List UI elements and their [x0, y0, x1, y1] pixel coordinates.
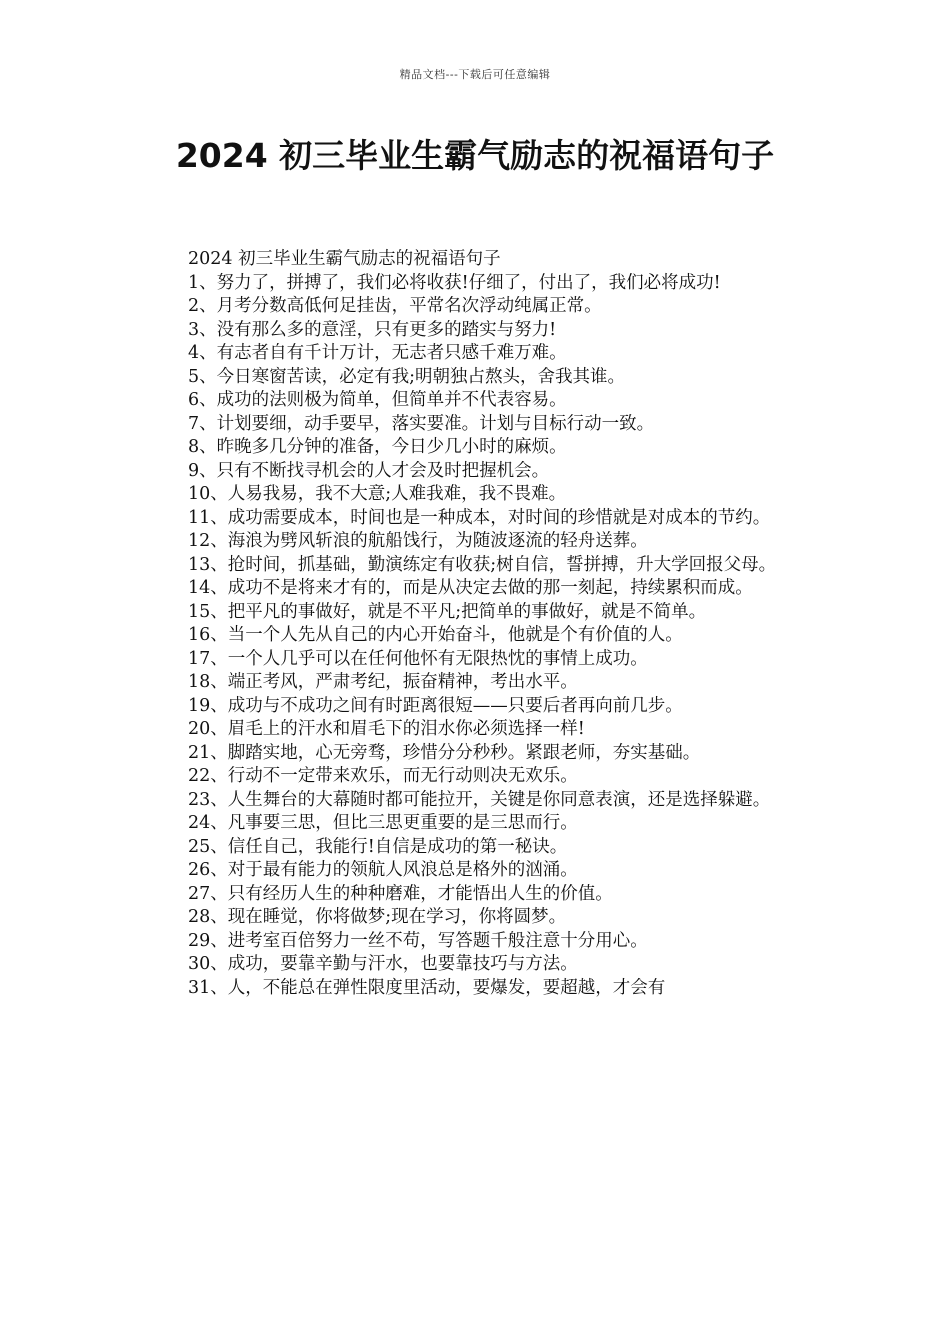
paragraph: 23、人生舞台的大幕随时都可能拉开，关键是你同意表演，还是选择躲避。: [188, 789, 771, 810]
paragraph: 11、成功需要成本，时间也是一种成本，对时间的珍惜就是对成本的节约。: [188, 507, 771, 528]
paragraph: 24、凡事要三思，但比三思更重要的是三思而行。: [188, 813, 578, 833]
paragraph: 14、成功不是将来才有的，而是从决定去做的那一刻起，持续累积而成。: [188, 578, 753, 598]
paragraph: 8、昨晚多几分钟的准备，今日少几小时的麻烦。: [188, 437, 567, 457]
paragraph: 2024 初三毕业生霸气励志的祝福语句子: [188, 249, 501, 269]
paragraph: 20、眉毛上的汗水和眉毛下的泪水你必须选择一样!: [188, 719, 585, 739]
paragraph: 31、人，不能总在弹性限度里活动，要爆发，要超越，才会有: [188, 977, 666, 998]
paragraph: 15、把平凡的事做好，就是不平凡;把简单的事做好，就是不简单。: [188, 601, 707, 622]
paragraph: 25、信任自己，我能行!自信是成功的第一秘诀。: [188, 836, 568, 857]
paragraph: 5、今日寒窗苦读，必定有我;明朝独占熬头，舍我其谁。: [188, 366, 626, 387]
paragraph: 21、脚踏实地，心无旁骛，珍惜分分秒秒。紧跟老师，夯实基础。: [188, 742, 701, 763]
paragraph: 22、行动不一定带来欢乐，而无行动则决无欢乐。: [188, 766, 578, 786]
paragraph: 4、有志者自有千计万计，无志者只感千难万难。: [188, 343, 567, 363]
paragraph: 26、对于最有能力的领航人风浪总是格外的汹涌。: [188, 860, 578, 880]
paragraph: 6、成功的法则极为简单，但简单并不代表容易。: [188, 390, 567, 410]
document-body: [145, 248, 807, 1000]
paragraph: 3、没有那么多的意淫，只有更多的踏实与努力!: [188, 319, 557, 340]
paragraph: 28、现在睡觉，你将做梦;现在学习，你将圆梦。: [188, 907, 567, 927]
paragraph: 7、计划要细，动手要早，落实要准。计划与目标行动一致。: [188, 413, 655, 434]
paragraph: 9、只有不断找寻机会的人才会及时把握机会。: [188, 460, 550, 481]
paragraph: 10、人易我易，我不大意;人难我难，我不畏难。: [188, 484, 567, 504]
paragraph: 30、成功，要靠辛勤与汗水，也要靠技巧与方法。: [188, 954, 578, 974]
paragraph: 19、成功与不成功之间有时距离很短——只要后者再向前几步。: [188, 695, 683, 716]
paragraph: 18、端正考风，严肃考纪，振奋精神，考出水平。: [188, 672, 578, 692]
document-title: 2024 初三毕业生霸气励志的祝福语句子: [175, 136, 775, 175]
paragraph: 27、只有经历人生的种种磨难，才能悟出人生的价值。: [188, 883, 613, 904]
paragraph: 29、进考室百倍努力一丝不苟，写答题千般注意十分用心。: [188, 930, 648, 951]
paragraph: 2、月考分数高低何足挂齿，平常名次浮动纯属正常。: [188, 296, 602, 316]
paragraph: 17、一个人几乎可以在任何他怀有无限热忱的事情上成功。: [188, 648, 648, 669]
paragraph: 16、当一个人先从自己的内心开始奋斗，他就是个有价值的人。: [188, 625, 683, 645]
paragraph: 12、海浪为劈风斩浪的航船饯行，为随波逐流的轻舟送葬。: [188, 531, 648, 551]
page-header: 精品文档---下载后可任意编辑: [399, 68, 551, 81]
paragraph: 13、抢时间，抓基础，勤演练定有收获;树自信，誓拼搏，升大学回报父母。: [188, 554, 777, 575]
paragraph: 1、努力了，拼搏了，我们必将收获!仔细了，付出了，我们必将成功!: [188, 272, 721, 293]
